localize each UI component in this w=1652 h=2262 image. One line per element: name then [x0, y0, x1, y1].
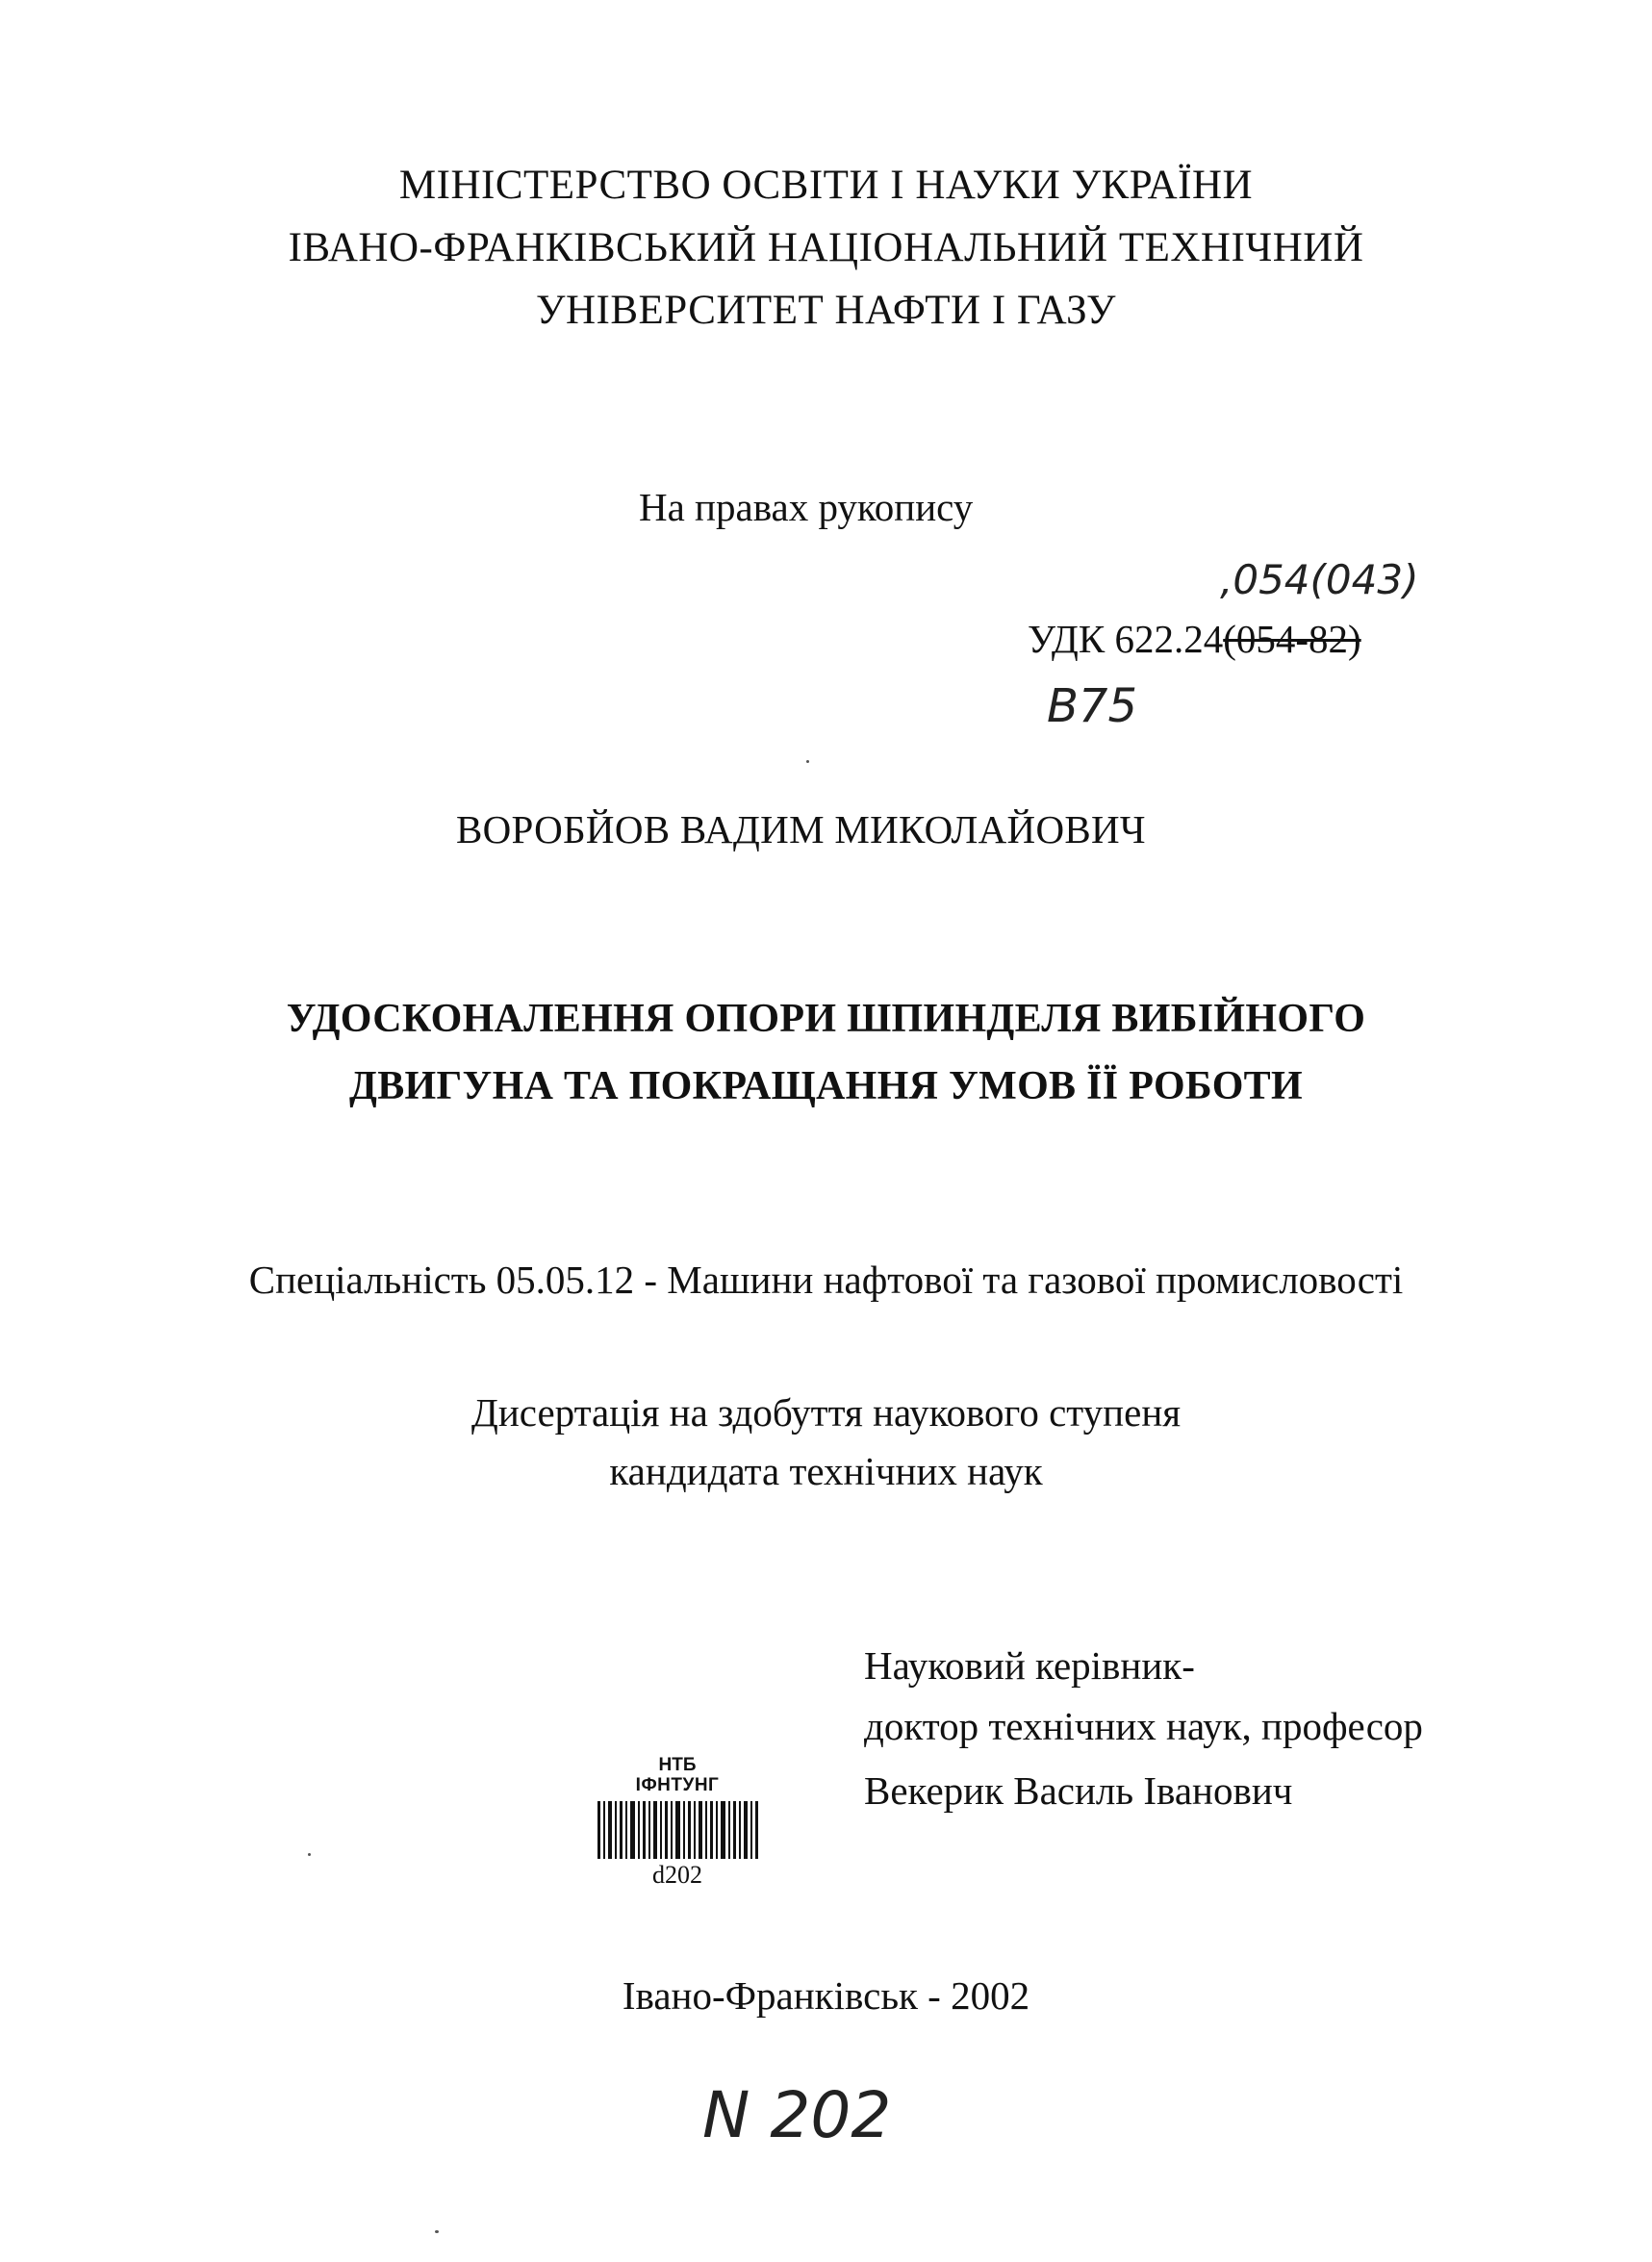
manuscript-note: На правах рукопису: [639, 485, 974, 529]
ministry-line: МІНІСТЕРСТВО ОСВІТИ І НАУКИ УКРАЇНИ: [398, 163, 1254, 208]
thesis-title-line-2: ДВИГУНА ТА ПОКРАЩАННЯ УМОВ ЇЇ РОБОТИ: [349, 1064, 1303, 1108]
stamp-ntb: НТБ: [658, 1755, 697, 1775]
university-line-2: УНІВЕРСИТЕТ НАФТИ І ГАЗУ: [536, 288, 1116, 333]
dissertation-line-1: Дисертація на здобуття наукового ступеня: [470, 1390, 1182, 1435]
university-line-1: ІВАНО-ФРАНКІВСЬКИЙ НАЦІОНАЛЬНИЙ ТЕХНІЧНИЙ: [288, 225, 1364, 270]
supervisor-line-2: доктор технічних наук, професор: [864, 1704, 1423, 1748]
udk-handwritten-correction: ,054(043): [1220, 556, 1419, 603]
supervisor-line-1: Науковий керівник-: [864, 1643, 1195, 1688]
udk-line: [1028, 616, 1361, 662]
library-stamp: [591, 1755, 764, 1890]
scan-speck: [308, 1853, 311, 1856]
specialty-line: Спеціальність 05.05.12 - Машини нафтової та газової промисловості: [248, 1258, 1404, 1302]
scan-speck: [435, 2230, 439, 2233]
udk-label: УДК 622.24: [1028, 617, 1224, 661]
handwritten-number: N 202: [702, 2078, 892, 2152]
author-name: ВОРОБЙОВ ВАДИМ МИКОЛАЙОВИЧ: [456, 807, 1146, 851]
stamp-ifntung: ІФНТУНГ: [635, 1775, 720, 1795]
supervisor-name: Векерик Василь Іванович: [864, 1768, 1293, 1813]
stamp-code: d202: [652, 1861, 702, 1889]
barcode-icon: [596, 1801, 759, 1859]
place-year: Івано-Франківськ - 2002: [622, 1973, 1030, 2018]
udk-struck-code: (054-82): [1223, 617, 1361, 661]
udk-handwritten-code: В75: [1047, 679, 1138, 733]
scan-speck: [806, 760, 809, 763]
thesis-title-line-1: УДОСКОНАЛЕННЯ ОПОРИ ШПИНДЕЛЯ ВИБІЙНОГО: [286, 997, 1366, 1041]
dissertation-line-2: кандидата технічних наук: [609, 1449, 1043, 1493]
